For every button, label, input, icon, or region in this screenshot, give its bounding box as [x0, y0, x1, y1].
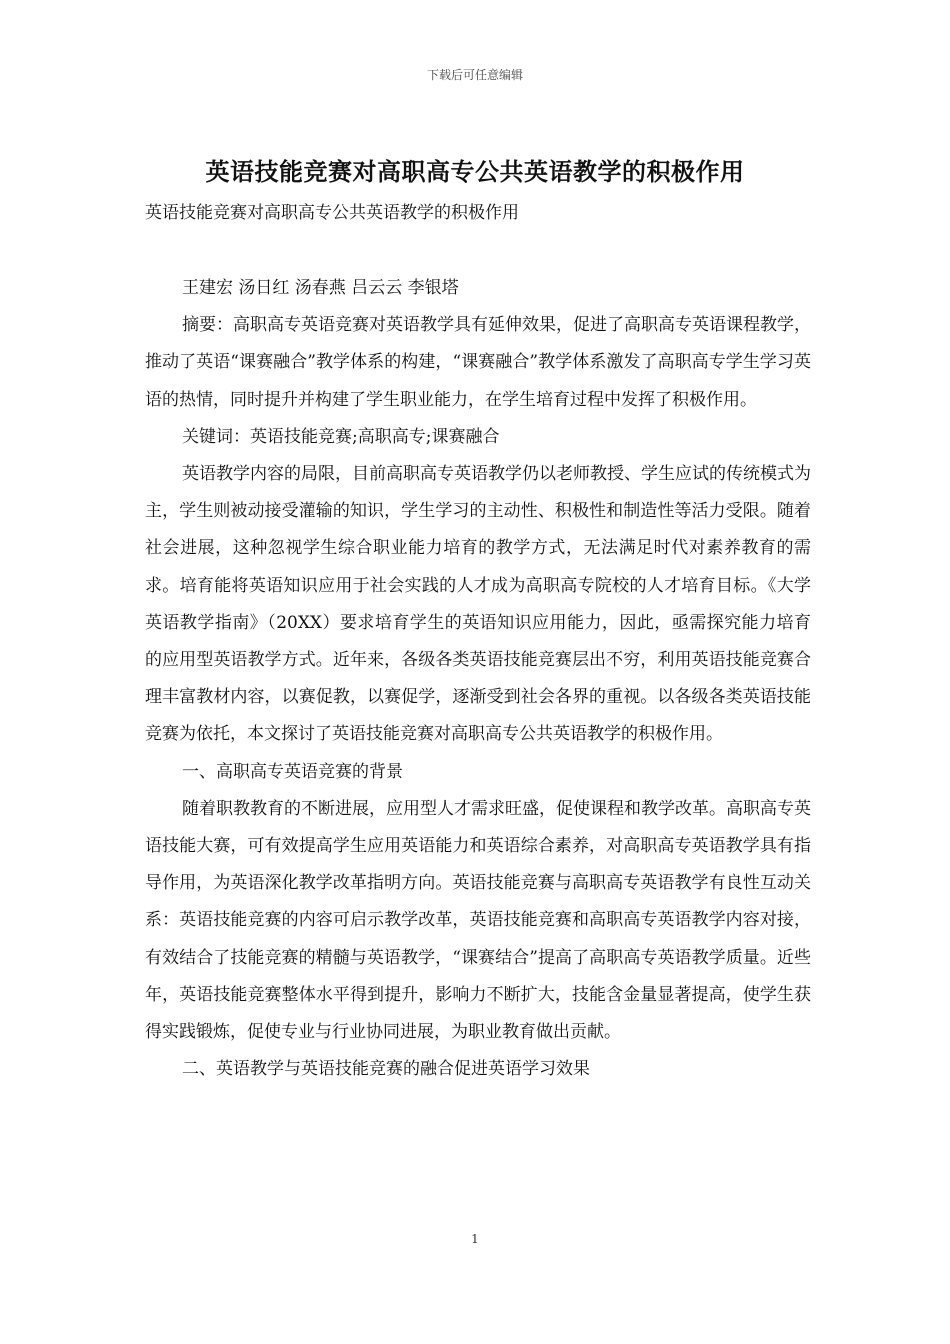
document-subtitle: 英语技能竞赛对高职高专公共英语教学的积极作用 — [145, 203, 519, 223]
authors-line: 王建宏 汤日红 汤春燕 吕云云 李银塔 — [182, 278, 459, 298]
abstract-paragraph: 摘要：高职高专英语竞赛对英语教学具有延伸效果，促进了高职高专英语课程教学，推动了英语“课赛融合”教学体系的构建，“课赛融合”教学体系激发了高职高专学生学习英语的热情，同时提升并构建了学生职业能力，在学生培育过程中发挥了积极作用。 — [145, 315, 811, 410]
header-note: 下载后可任意编辑 — [426, 68, 523, 82]
document-body — [145, 270, 811, 1088]
section-2-heading: 二、英语教学与英语技能竞赛的融合促进英语学习效果 — [182, 1059, 590, 1080]
section-1-heading: 一、高职高专英语竞赛的背景 — [182, 761, 403, 782]
keywords-line: 关键词：英语技能竞赛;高职高专;课赛融合 — [182, 426, 500, 447]
document-title: 英语技能竞赛对高职高专公共英语教学的积极作用 — [205, 157, 745, 186]
intro-paragraph: 英语教学内容的局限，目前高职高专英语教学仍以老师教授、学生应试的传统模式为主，学生则被动接受灌输的知识，学生学习的主动性、积极性和制造性等活力受限。随着社会进展，这种忽视学生综合职业能力培育的教学方式，无法满足时代对素养教育的需求。培育能将英语知识应用于社会实践的人才成为高职高专院校的人才培育目标。《大学英语教学指南》（20XX）要求培育学生的英语知识应用能力，因此，亟需探究能力培育的应用型英语教学方式。近年来，各级各类英语技能竞赛层出不穷，利用英语技能竞赛合理丰富教材内容，以赛促教，以赛促学，逐渐受到社会各界的重视。以各级各类英语技能竞赛为依托，本文探讨了英语技能竞赛对高职高专公共英语教学的积极作用。 — [145, 464, 811, 745]
section-1-paragraph: 随着职教教育的不断进展，应用型人才需求旺盛，促使课程和教学改革。高职高专英语技能大赛，可有效提高学生应用英语能力和英语综合素养，对高职高专英语教学具有指导作用，为英语深化教学改革指明方向。英语技能竞赛与高职高专英语教学有良性互动关系：英语技能竞赛的内容可启示教学改革，英语技能竞赛和高职高专英语教学内容对接，有效结合了技能竞赛的精髓与英语教学，“课赛结合”提高了高职高专英语教学质量。近些年，英语技能竞赛整体水平得到提升，影响力不断扩大，技能含金量显著提高，使学生获得实践锻炼，促使专业与行业协同进展，为职业教育做出贡献。 — [145, 798, 811, 1043]
page-number: 1 — [471, 1232, 479, 1246]
